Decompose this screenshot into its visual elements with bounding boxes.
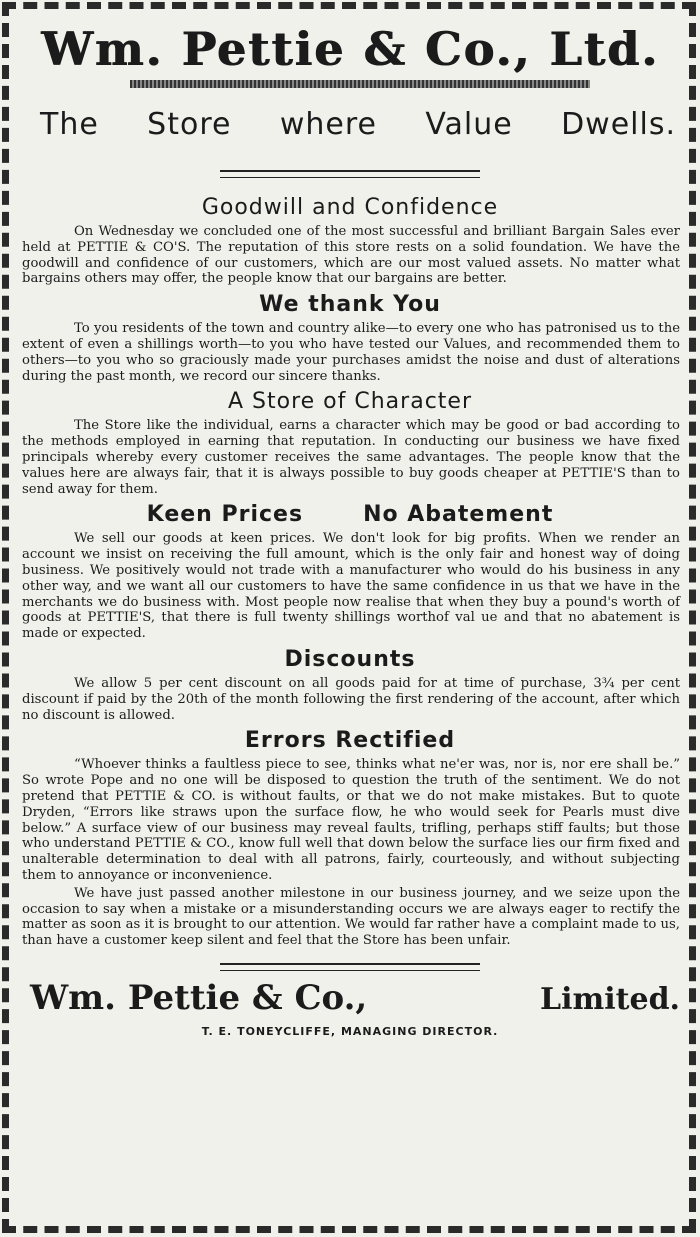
- footer-company-name: Wm. Pettie & Co.,: [30, 977, 368, 1018]
- thanks-body: To you residents of the town and country alike—to every one who has patronised us to the extent of even a shillings worth—to you who have tested our Values, and recommended them to others—to you who so graciously made your purchases amidst the noise and dust of alterations during the past month, we record our sincere thanks.: [22, 321, 680, 384]
- discounts-body: We allow 5 per cent discount on all goods paid for at time of purchase, 3¾ per cent discount if paid by the 20th of the month following the first rendering of the account, after which no discount is allowed.: [22, 675, 680, 723]
- tagline: [40, 104, 676, 146]
- keen-heading: [20, 499, 680, 531]
- goodwill-body: On Wednesday we concluded one of the most successful and brilliant Bargain Sales ever held at PETTIE & CO'S. The reputation of this store rests on a solid foundation. We have the goodwill and confidence of our customers, which are our most valued assets. No matter what bargains others may offer, the people know that our bargains are better.: [22, 224, 680, 287]
- errors-heading: Errors Rectified: [244, 728, 456, 754]
- advertisement: [20, 18, 680, 1220]
- tagline-word: Dwells.: [561, 107, 676, 142]
- keen-heading-left: Keen Prices: [146, 502, 304, 528]
- thanks-heading: We thank You: [259, 292, 441, 318]
- character-body: The Store like the individual, earns a character which may be good or bad according to the methods employed in earning that reputation. In conducting our business we have fixed principals whereby every customer receives the same advantages. The people know that the values here are always fair, that it is always possible to buy goods cheaper at PETTIE'S than to send away for them.: [22, 418, 680, 497]
- tagline-word: where: [279, 107, 377, 142]
- masthead-rule: [130, 80, 590, 88]
- tagline-word: Store: [147, 107, 232, 142]
- divider-rule: [220, 963, 480, 971]
- divider-rule: [220, 170, 480, 178]
- errors-body-1: “Whoever thinks a faultless piece to see, thinks what ne'er was, nor is, nor ere shall be.” So wrote Pope and no one will be disposed to question the truth of the sentiment. We do not pretend that PETTIE & CO. is without faults, or that we do not make mistakes. But to quote Dryden, “Errors like straws upon the surface flow, he who would seek for Pearls must dive below.” A surface view of our business may reveal faults, trifling, perhaps stiff faults; but those who understand PETTIE & CO., know full well that down below the surface lies our firm fixed and unalterable determination to deal with all patrons, fairly, courteously, and without subjecting them to annoyance or inconvenience.: [22, 757, 680, 883]
- tagline-word: Value: [425, 107, 513, 142]
- character-heading: A Store of Character: [228, 389, 472, 415]
- discounts-heading: Discounts: [284, 646, 416, 672]
- footer-limited: Limited.: [540, 981, 680, 1017]
- tagline-word: The: [40, 107, 99, 142]
- goodwill-heading: Goodwill and Confidence: [201, 195, 499, 220]
- masthead-title: Wm. Pettie & Co., Ltd.: [40, 22, 660, 76]
- keen-heading-right: No Abatement: [363, 502, 554, 528]
- keen-body: We sell our goods at keen prices. We don't look for big profits. When we render an account we insist on receiving the full amount, which is the only fair and honest way of doing business. We positively would not trade with a manufacturer who would do his business in any other way, and we want all our customers to have the same confidence in us that we have in the merchants we do business with. Most people now realise that when they buy a pound's worth of goods at PETTIE'S, that there is full twenty shillings worthof val ue and that no abatement is made or expected.: [22, 531, 680, 642]
- footer-signature: [30, 975, 680, 1021]
- errors-body-2: We have just passed another milestone in our business journey, and we seize upon the occasion to say when a mistake or a misunderstanding occurs we are always eager to rectify the matter as soon as it is brought to our attention. We would far rather have a complaint made to us, than have a customer keep silent and feel that the Store has been unfair.: [22, 885, 680, 949]
- managing-director: T. E. TONEYCLIFFE, MANAGING DIRECTOR.: [201, 1024, 499, 1038]
